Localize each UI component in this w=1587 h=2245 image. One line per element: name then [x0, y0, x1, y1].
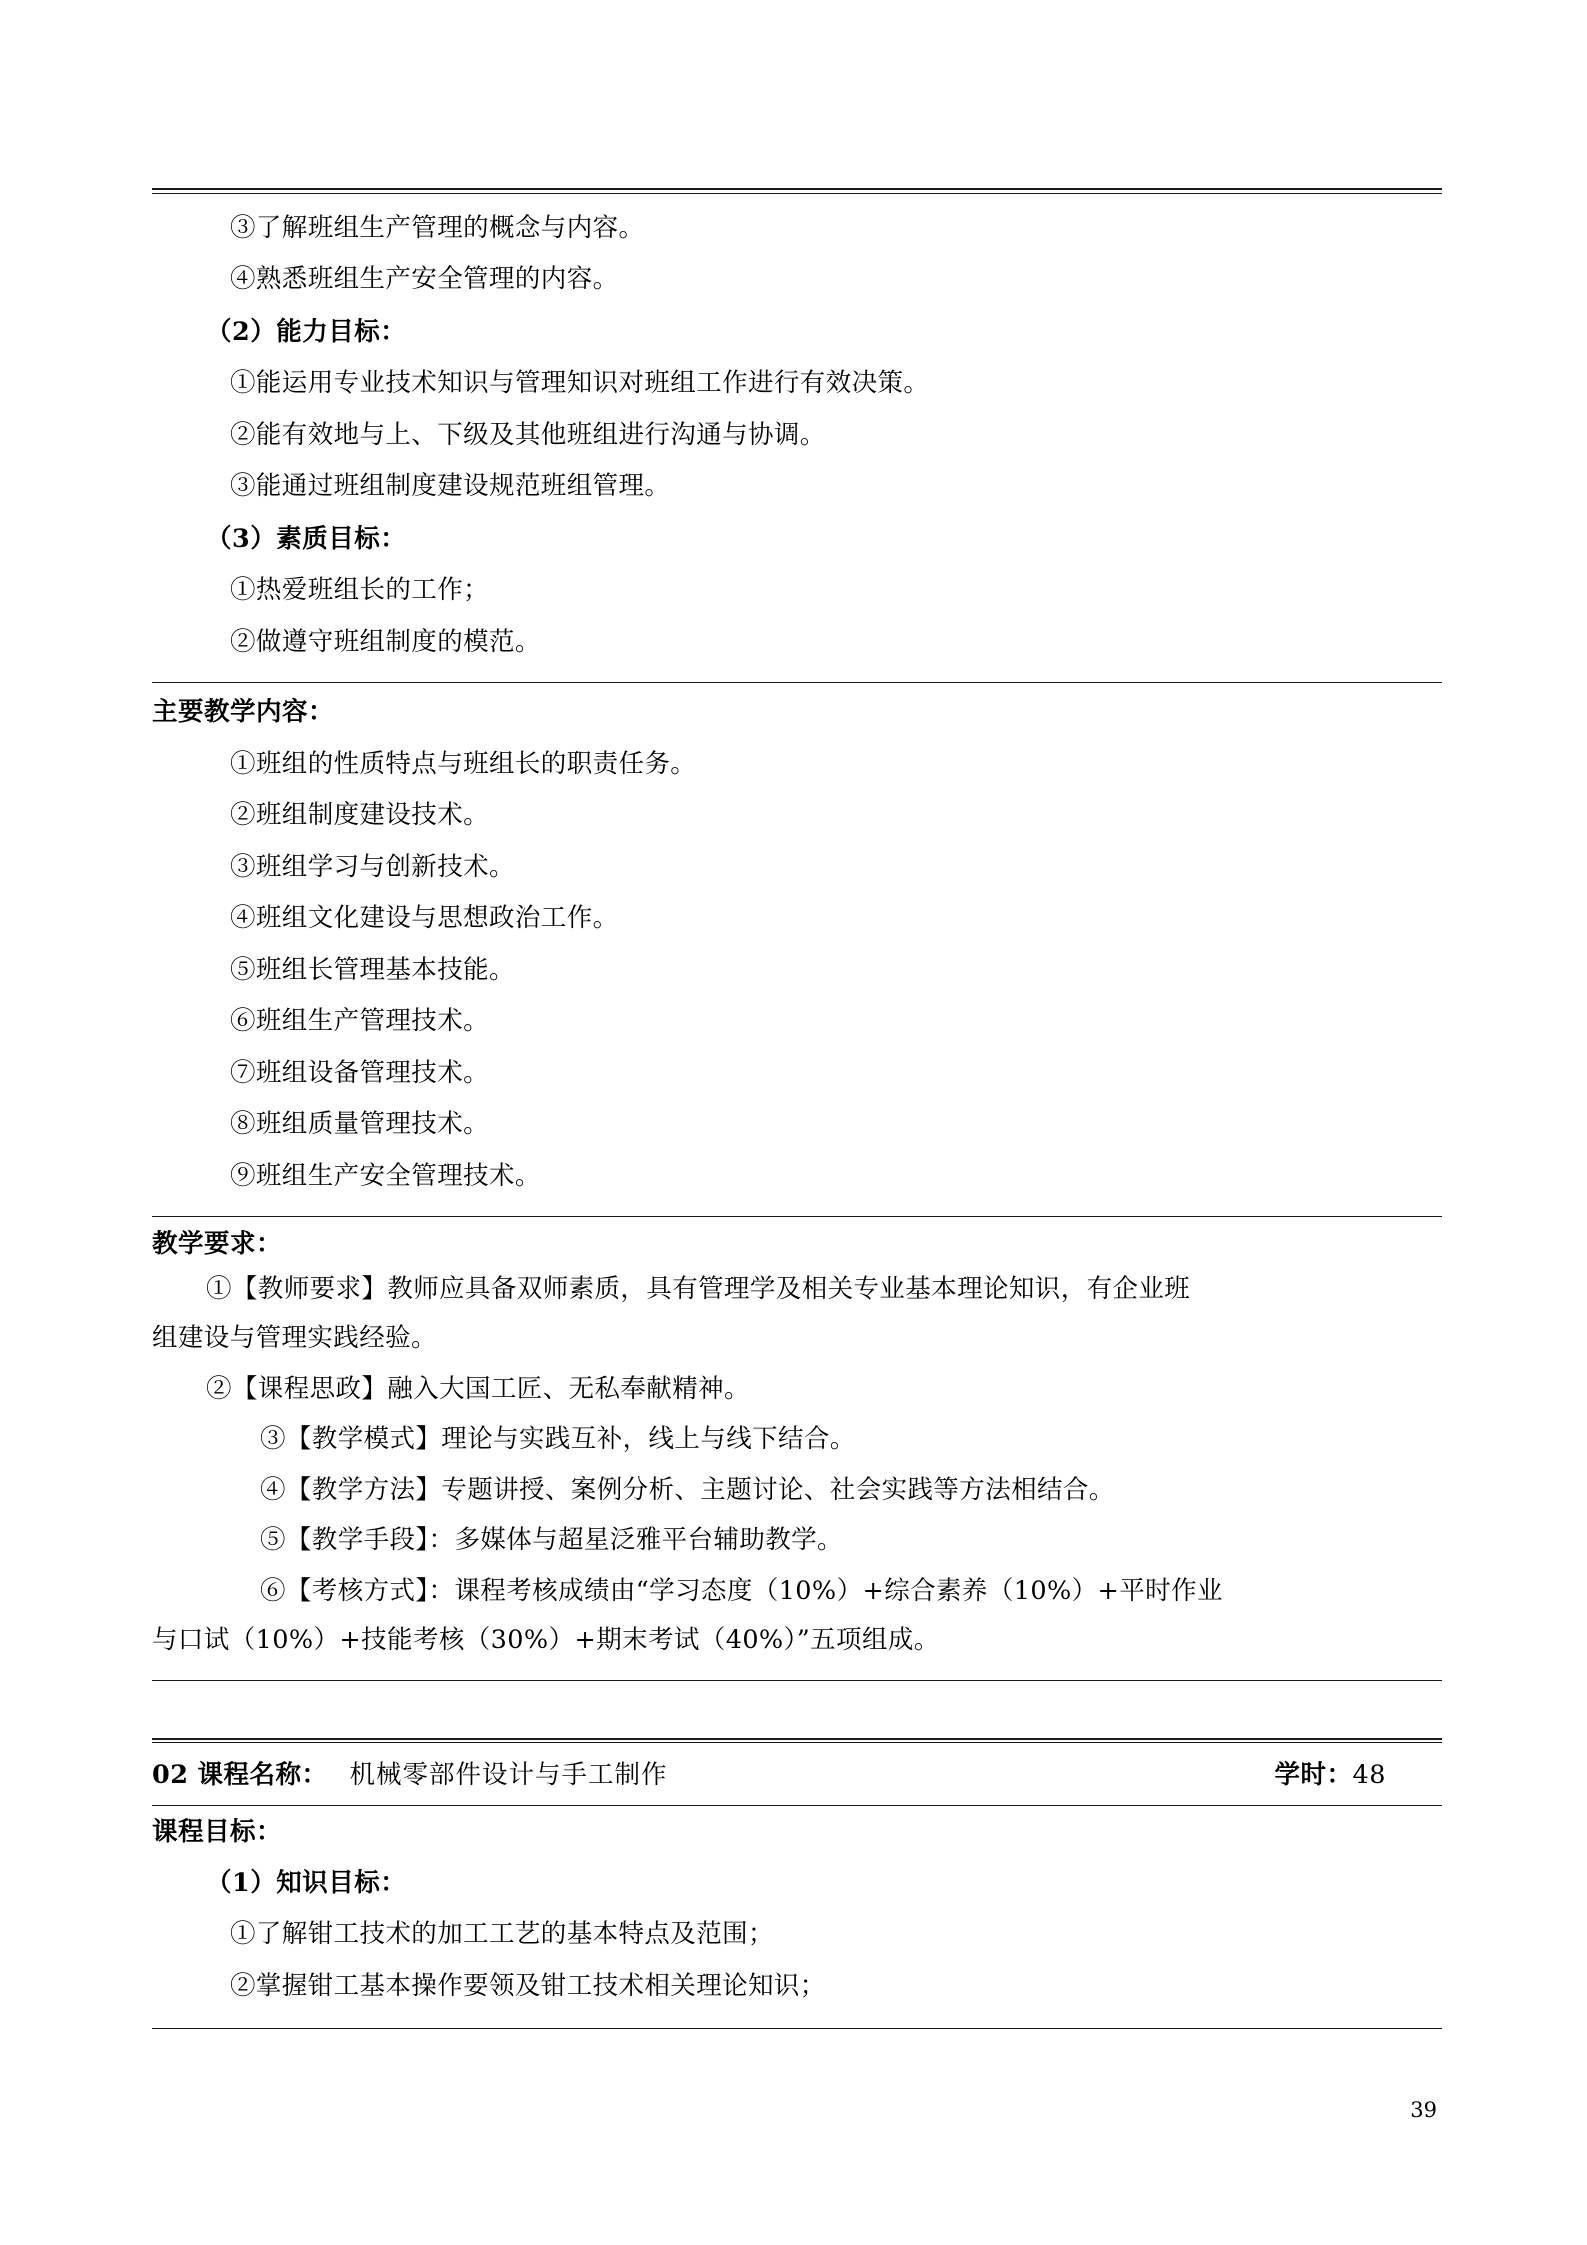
divider-page-bottom [152, 2028, 1442, 2029]
ability-item-3: ③能通过班组制度建设规范班组管理。 [230, 471, 671, 501]
teaching-requirement-item-1-line-1: ①【教师要求】教师应具备双师素质，具有管理学及相关专业基本理论知识，有企业班 [206, 1273, 1191, 1304]
main-content-item-6: ⑥班组生产管理技术。 [230, 1006, 490, 1036]
main-content-heading: 主要教学内容： [152, 697, 335, 727]
course-02-objectives-heading: 课程目标： [152, 1817, 283, 1847]
course-02-knowledge-heading: （1）知识目标： [206, 1867, 407, 1898]
teaching-requirement-item-2: ②【课程思政】融入大国工匠、无私奉献精神。 [206, 1373, 750, 1404]
course-02-name-label: 课程名称： [197, 1760, 328, 1790]
main-content-item-4: ④班组文化建设与思想政治工作。 [230, 903, 619, 933]
teaching-requirement-item-6-line-1: ⑥【考核方式】：课程考核成绩由“学习态度（10%）+综合素养（10%）+平时作业 [260, 1575, 1223, 1606]
page-number: 39 [1410, 2098, 1437, 2122]
main-content-item-8: ⑧班组质量管理技术。 [230, 1109, 490, 1139]
course-02-knowledge-item-2: ②掌握钳工基本操作要领及钳工技术相关理论知识； [230, 1970, 826, 2001]
quality-item-1: ①热爱班组长的工作； [230, 575, 490, 605]
course-02-number: 02 [152, 1760, 189, 1790]
main-content-item-2: ②班组制度建设技术。 [230, 800, 490, 830]
page-content [152, 0, 1442, 2029]
teaching-requirements-heading: 教学要求： [152, 1229, 283, 1259]
teaching-requirement-item-6-line-2: 与口试（10%）+技能考核（30%）+期末考试（40%）”五项组成。 [152, 1625, 940, 1655]
teaching-requirement-item-4: ④【教学方法】专题讲授、案例分析、主题讨论、社会实践等方法相结合。 [260, 1474, 1115, 1505]
course-02-hours-label: 学时： [1274, 1760, 1353, 1790]
knowledge-item-3: ③了解班组生产管理的概念与内容。 [230, 212, 645, 243]
quality-objectives-heading: （3）素质目标： [206, 523, 407, 554]
course-02-name-value: 机械零部件设计与手工制作 [349, 1760, 668, 1790]
ability-item-1: ①能运用专业技术知识与管理知识对班组工作进行有效决策。 [230, 368, 930, 398]
ability-item-2: ②能有效地与上、下级及其他班组进行沟通与协调。 [230, 419, 826, 450]
main-content-item-9: ⑨班组生产安全管理技术。 [230, 1160, 541, 1191]
teaching-requirement-item-3: ③【教学模式】理论与实践互补，线上与线下结合。 [260, 1424, 856, 1454]
course-02-hours [1275, 1755, 1442, 1791]
course-02-hours-value: 48 [1352, 1760, 1386, 1790]
teaching-requirement-item-1-line-2: 组建设与管理实践经验。 [152, 1323, 437, 1353]
quality-item-2: ②做遵守班组制度的模范。 [230, 626, 541, 657]
main-content-item-5: ⑤班组长管理基本技能。 [230, 954, 515, 985]
teaching-requirement-item-5: ⑤【教学手段】：多媒体与超星泛雅平台辅助教学。 [260, 1525, 843, 1555]
main-content-item-7: ⑦班组设备管理技术。 [230, 1057, 490, 1088]
main-content-item-1: ①班组的性质特点与班组长的职责任务。 [230, 748, 697, 779]
ability-objectives-heading: （2）能力目标： [206, 316, 407, 347]
course-02-knowledge-item-1: ①了解钳工技术的加工工艺的基本特点及范围； [230, 1919, 774, 1949]
main-content-item-3: ③班组学习与创新技术。 [230, 851, 515, 882]
course-02-header [152, 1755, 1442, 1791]
knowledge-item-4: ④熟悉班组生产安全管理的内容。 [230, 264, 619, 294]
